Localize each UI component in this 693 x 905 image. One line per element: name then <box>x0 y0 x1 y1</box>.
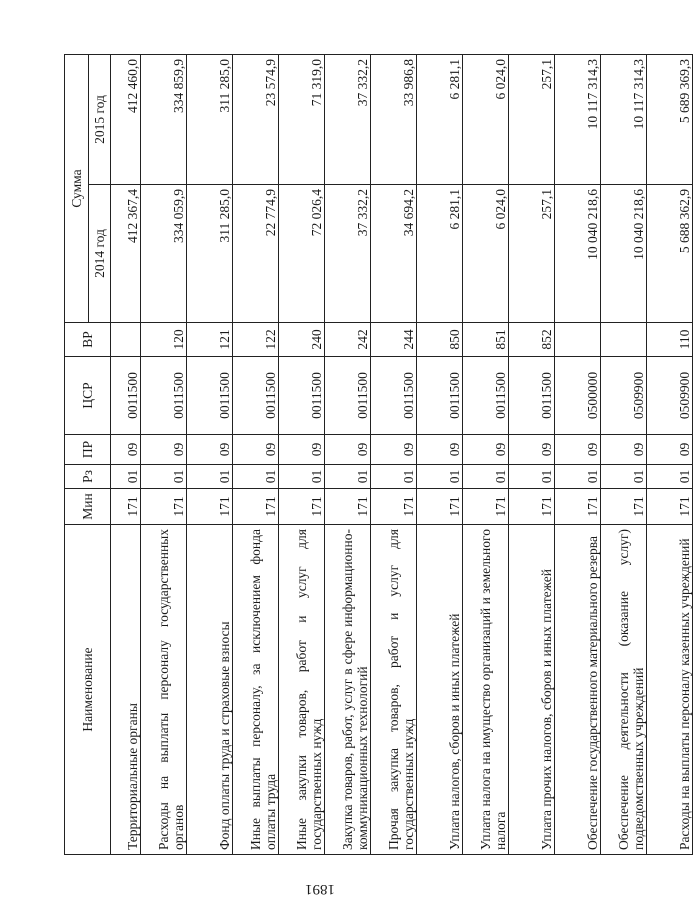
table-row <box>325 54 371 854</box>
cell-pr: 09 <box>601 435 647 465</box>
cell-2015: 412 460,0 <box>111 54 141 184</box>
cell-name: Иные выплаты персоналу, за исключением фонда оплаты труда <box>233 525 279 855</box>
table-row <box>233 54 279 854</box>
cell-name: Иные закупки товаров, работ и услуг для государственных нужд <box>279 525 325 855</box>
cell-min: 171 <box>463 489 509 525</box>
cell-2014: 37 332,2 <box>325 185 371 323</box>
cell-2015: 5 689 369,3 <box>647 54 693 184</box>
cell-name: Обеспечение деятельности (оказание услуг) подведомственных учреждений <box>601 525 647 855</box>
cell-name: Фонд оплаты труда и страховые взносы <box>187 525 233 855</box>
cell-min: 171 <box>233 489 279 525</box>
cell-2014: 6 024,0 <box>463 185 509 323</box>
table-body <box>111 54 693 854</box>
cell-pr: 09 <box>509 435 555 465</box>
cell-rz: 01 <box>647 465 693 489</box>
cell-pr: 09 <box>555 435 601 465</box>
cell-vr <box>555 323 601 357</box>
cell-rz: 01 <box>417 465 463 489</box>
header-2014: 2014 год <box>89 185 111 323</box>
cell-name: Территориальные органы <box>111 525 141 855</box>
header-csr: ЦСР <box>65 357 111 435</box>
header-pr: ПР <box>65 435 111 465</box>
cell-min: 171 <box>417 489 463 525</box>
cell-csr: 0011500 <box>509 357 555 435</box>
cell-rz: 01 <box>187 465 233 489</box>
table-row <box>463 54 509 854</box>
cell-2015: 33 986,8 <box>371 54 417 184</box>
cell-2014: 34 694,2 <box>371 185 417 323</box>
header-sum: Сумма <box>65 54 89 322</box>
cell-pr: 09 <box>111 435 141 465</box>
cell-2015: 71 319,0 <box>279 54 325 184</box>
cell-pr: 09 <box>325 435 371 465</box>
cell-2014: 10 040 218,6 <box>601 185 647 323</box>
cell-min: 171 <box>141 489 187 525</box>
cell-rz: 01 <box>141 465 187 489</box>
cell-min: 171 <box>555 489 601 525</box>
table-row <box>647 54 693 854</box>
table-row <box>371 54 417 854</box>
cell-csr: 0509900 <box>647 357 693 435</box>
cell-2014: 6 281,1 <box>417 185 463 323</box>
table-row <box>601 54 647 854</box>
table-row <box>417 54 463 854</box>
cell-2015: 257,1 <box>509 54 555 184</box>
cell-2015: 37 332,2 <box>325 54 371 184</box>
cell-2014: 311 285,0 <box>187 185 233 323</box>
cell-name: Обеспечение государственного материального резерва <box>555 525 601 855</box>
cell-min: 171 <box>279 489 325 525</box>
cell-rz: 01 <box>233 465 279 489</box>
cell-2014: 412 367,4 <box>111 185 141 323</box>
cell-min: 171 <box>325 489 371 525</box>
cell-csr: 0011500 <box>279 357 325 435</box>
table-row <box>509 54 555 854</box>
cell-pr: 09 <box>647 435 693 465</box>
table-row <box>141 54 187 854</box>
cell-csr: 0011500 <box>417 357 463 435</box>
header-name: Наименование <box>65 525 111 855</box>
cell-vr: 240 <box>279 323 325 357</box>
cell-name: Уплата прочих налогов, сборов и иных платежей <box>509 525 555 855</box>
header-2015: 2015 год <box>89 54 111 184</box>
cell-csr: 0500000 <box>555 357 601 435</box>
cell-vr <box>111 323 141 357</box>
table-row <box>111 54 141 854</box>
cell-pr: 09 <box>279 435 325 465</box>
cell-vr: 851 <box>463 323 509 357</box>
cell-name: Закупка товаров, работ, услуг в сфере информационно-коммуникационных технологий <box>325 525 371 855</box>
cell-rz: 01 <box>555 465 601 489</box>
cell-vr: 244 <box>371 323 417 357</box>
header-rz: Рз <box>65 465 111 489</box>
cell-vr: 120 <box>141 323 187 357</box>
cell-pr: 09 <box>371 435 417 465</box>
cell-csr: 0011500 <box>111 357 141 435</box>
cell-vr <box>601 323 647 357</box>
cell-csr: 0011500 <box>141 357 187 435</box>
table-row <box>555 54 601 854</box>
cell-pr: 09 <box>463 435 509 465</box>
cell-pr: 09 <box>187 435 233 465</box>
cell-2015: 23 574,9 <box>233 54 279 184</box>
cell-vr: 121 <box>187 323 233 357</box>
cell-csr: 0509900 <box>601 357 647 435</box>
cell-2014: 10 040 218,6 <box>555 185 601 323</box>
cell-2015: 10 117 314,3 <box>601 54 647 184</box>
cell-vr: 122 <box>233 323 279 357</box>
cell-2014: 72 026,4 <box>279 185 325 323</box>
cell-min: 171 <box>509 489 555 525</box>
cell-vr: 242 <box>325 323 371 357</box>
cell-rz: 01 <box>371 465 417 489</box>
cell-rz: 01 <box>111 465 141 489</box>
cell-vr: 110 <box>647 323 693 357</box>
cell-name: Уплата налогов, сборов и иных платежей <box>417 525 463 855</box>
header-min: Мин <box>65 489 111 525</box>
table-row <box>187 54 233 854</box>
cell-min: 171 <box>111 489 141 525</box>
cell-name: Расходы на выплаты персоналу казенных учреждений <box>647 525 693 855</box>
cell-rz: 01 <box>509 465 555 489</box>
cell-rz: 01 <box>463 465 509 489</box>
cell-name: Уплата налога на имущество организаций и земельного налога <box>463 525 509 855</box>
cell-csr: 0011500 <box>233 357 279 435</box>
cell-csr: 0011500 <box>325 357 371 435</box>
cell-csr: 0011500 <box>463 357 509 435</box>
cell-csr: 0011500 <box>187 357 233 435</box>
cell-2015: 311 285,0 <box>187 54 233 184</box>
cell-name: Прочая закупка товаров, работ и услуг для государственных нужд <box>371 525 417 855</box>
cell-csr: 0011500 <box>371 357 417 435</box>
cell-2015: 6 281,1 <box>417 54 463 184</box>
cell-2014: 5 688 362,9 <box>647 185 693 323</box>
cell-2015: 334 859,9 <box>141 54 187 184</box>
cell-2014: 22 774,9 <box>233 185 279 323</box>
cell-pr: 09 <box>233 435 279 465</box>
cell-2014: 257,1 <box>509 185 555 323</box>
cell-2014: 334 059,9 <box>141 185 187 323</box>
header-vr: ВР <box>65 323 111 357</box>
cell-name: Расходы на выплаты персоналу государственных органов <box>141 525 187 855</box>
cell-2015: 10 117 314,3 <box>555 54 601 184</box>
cell-min: 171 <box>371 489 417 525</box>
budget-table <box>64 54 693 855</box>
cell-pr: 09 <box>417 435 463 465</box>
cell-min: 171 <box>187 489 233 525</box>
cell-min: 171 <box>601 489 647 525</box>
cell-pr: 09 <box>141 435 187 465</box>
cell-rz: 01 <box>279 465 325 489</box>
cell-rz: 01 <box>325 465 371 489</box>
cell-rz: 01 <box>601 465 647 489</box>
cell-2015: 6 024,0 <box>463 54 509 184</box>
table-row <box>279 54 325 854</box>
page-number: 1891 <box>305 881 335 897</box>
cell-vr: 850 <box>417 323 463 357</box>
cell-min: 171 <box>647 489 693 525</box>
cell-vr: 852 <box>509 323 555 357</box>
